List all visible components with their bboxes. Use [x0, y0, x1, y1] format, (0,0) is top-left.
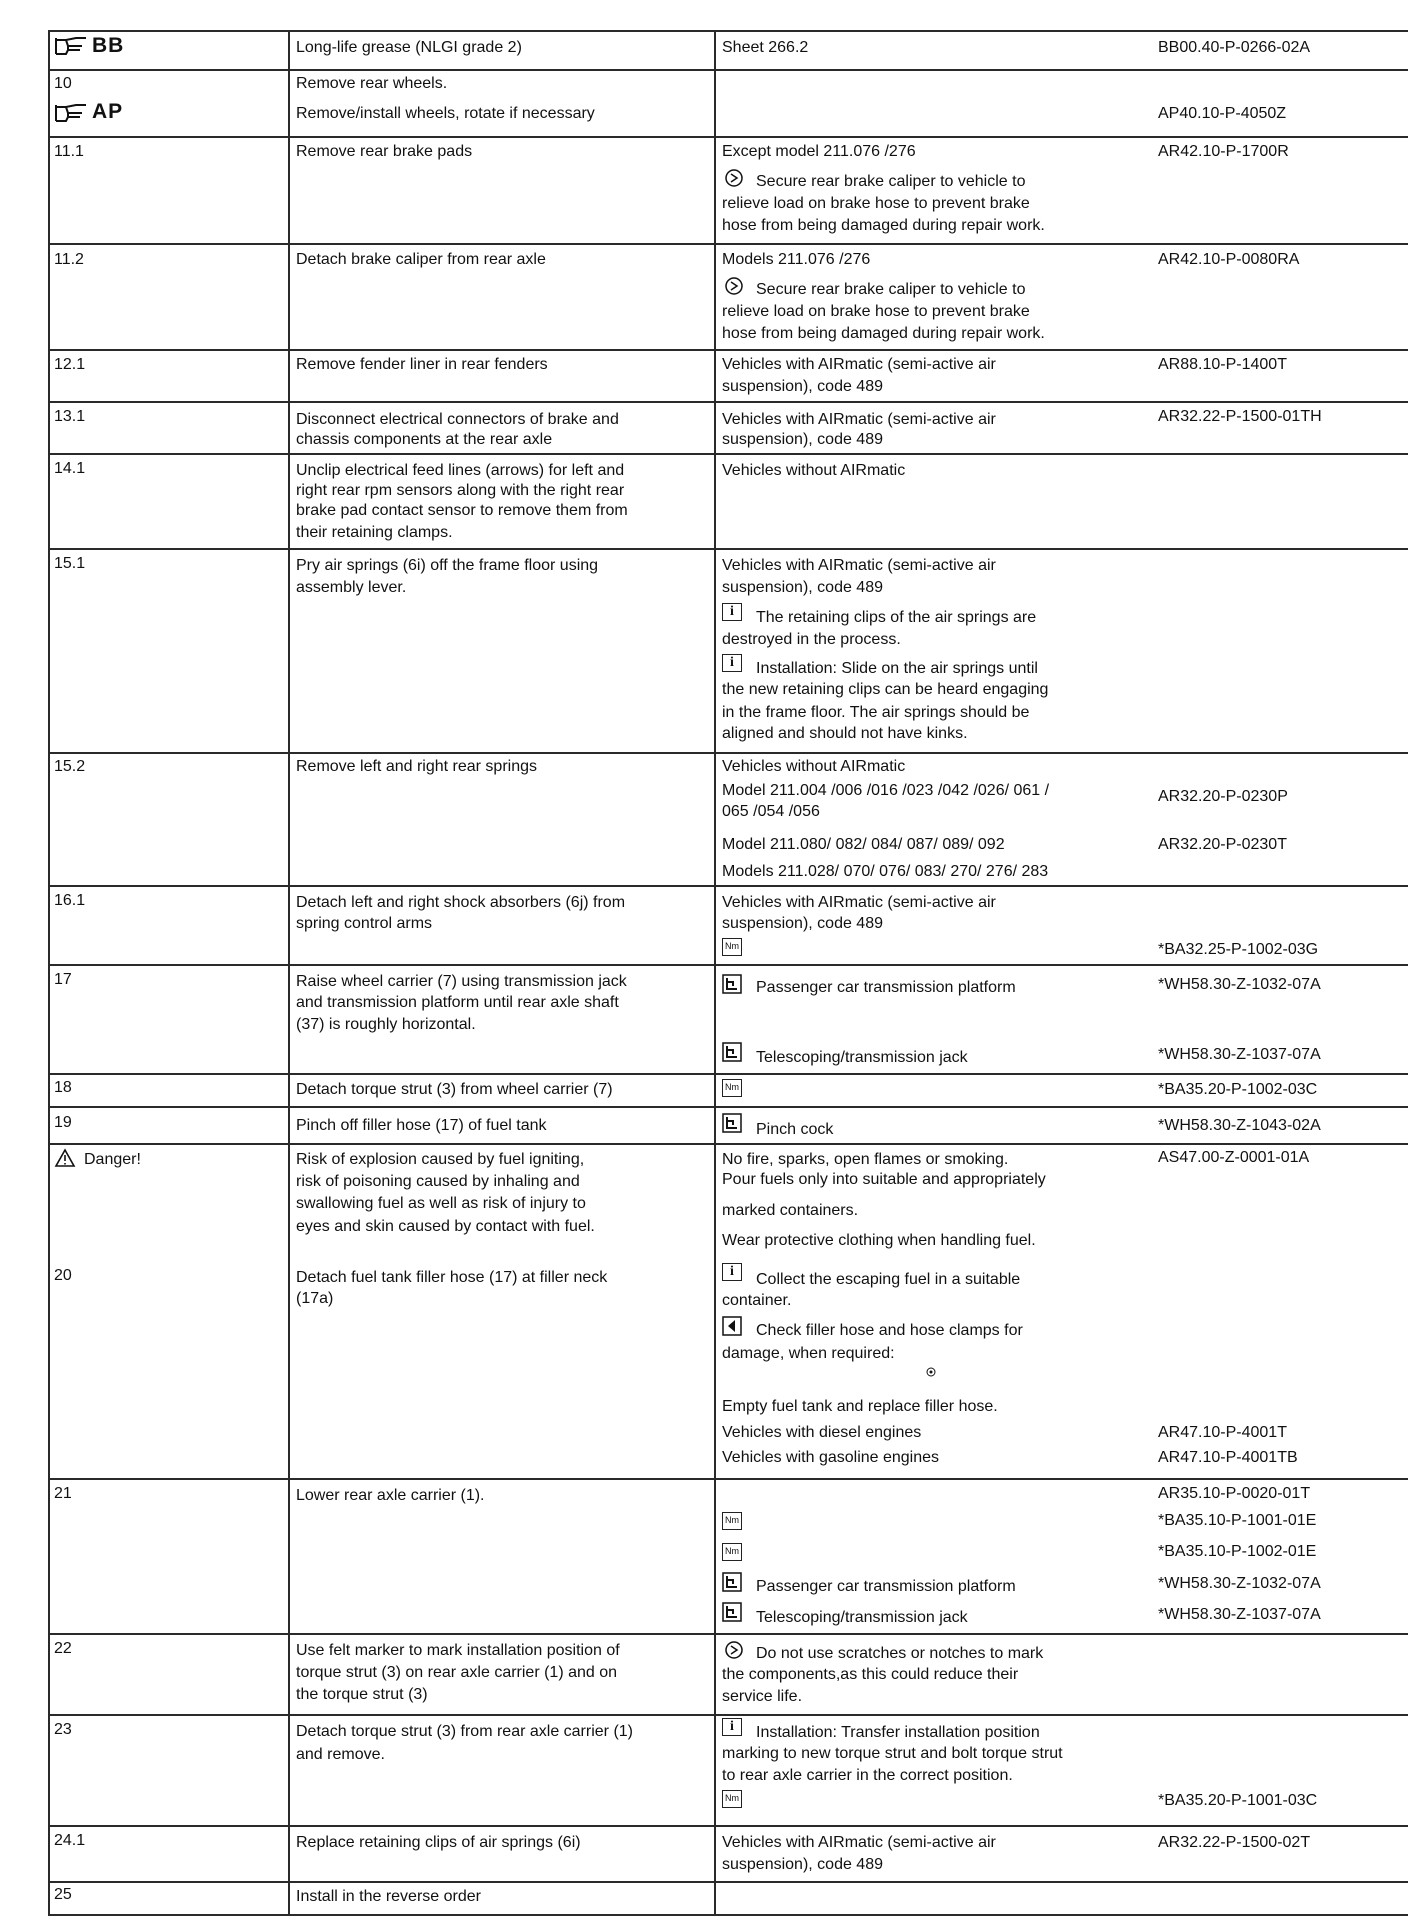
r15-1-cond-line: suspension), code 489 — [722, 579, 883, 596]
r20-ref-gasoline: AR47.10-P-4001TB — [1158, 1449, 1298, 1466]
r11-2-note-line: hose from being damaged during repair work. — [722, 325, 1045, 342]
r15-2-desc: Remove left and right rear springs — [296, 758, 537, 775]
r15-2-ref1: AR32.20-P-0230P — [1158, 788, 1288, 805]
danger-desc-line: eyes and skin caused by contact with fuel. — [296, 1218, 595, 1235]
row-divider — [48, 1633, 1408, 1635]
step-11-1: 11.1 — [54, 143, 84, 160]
r13-1-desc-line: Disconnect electrical connectors of brake and — [296, 411, 619, 428]
r10-desc: Remove rear wheels. — [296, 75, 448, 92]
step-14-1: 14.1 — [54, 460, 86, 477]
row-divider — [48, 1478, 1408, 1480]
r23-info-line: Installation: Transfer installation position — [756, 1724, 1040, 1741]
step-25: 25 — [54, 1886, 72, 1903]
danger-note-line: Pour fuels only into suitable and appropriately — [722, 1171, 1046, 1188]
bb-desc: Long-life grease (NLGI grade 2) — [296, 39, 522, 56]
info-icon: i — [722, 1263, 742, 1281]
r20-check-line: damage, when required: — [722, 1345, 895, 1362]
r21-ref1: *BA35.10-P-1001-01E — [1158, 1512, 1317, 1529]
r11-2-note-line: Secure rear brake caliper to vehicle to — [756, 281, 1026, 298]
registered-mark-icon — [926, 1367, 936, 1377]
r11-1-ref: AR42.10-P-1700R — [1158, 143, 1289, 160]
step-23: 23 — [54, 1721, 72, 1738]
r12-1-cond-line: suspension), code 489 — [722, 378, 883, 395]
r14-1-desc-line: right rear rpm sensors along with the right rear — [296, 482, 625, 499]
r15-1-cond-line: Vehicles with AIRmatic (semi-active air — [722, 557, 996, 574]
r19-desc: Pinch off filler hose (17) of fuel tank — [296, 1117, 547, 1134]
r19-ref: *WH58.30-Z-1043-02A — [1158, 1117, 1321, 1134]
step-22: 22 — [54, 1640, 72, 1657]
danger-label: Danger! — [84, 1151, 141, 1168]
row-divider — [48, 69, 1408, 71]
r15-1-desc-line: assembly lever. — [296, 579, 407, 596]
r22-note-line: Do not use scratches or notches to mark — [756, 1645, 1044, 1662]
pointing-hand-icon — [54, 103, 88, 123]
r16-1-ref: *BA32.25-P-1002-03G — [1158, 941, 1319, 958]
r15-1-info2-line: in the frame floor. The air springs should be — [722, 704, 1030, 721]
bb-note: Sheet 266.2 — [722, 39, 809, 56]
r16-1-cond-line: Vehicles with AIRmatic (semi-active air — [722, 894, 996, 911]
r21-ref0: AR35.10-P-0020-01T — [1158, 1485, 1311, 1502]
r16-1-desc-line: spring control arms — [296, 915, 433, 932]
row-divider — [48, 964, 1408, 966]
special-tool-icon — [722, 974, 742, 994]
row-divider — [48, 752, 1408, 754]
r15-1-info1-line: destroyed in the process. — [722, 631, 901, 648]
torque-nm-icon: Nm — [722, 1512, 742, 1530]
info-icon: i — [722, 1718, 742, 1736]
special-tool-icon — [722, 1602, 742, 1622]
danger-note-line: marked containers. — [722, 1202, 859, 1219]
r22-desc-line: Use felt marker to mark installation position of — [296, 1642, 620, 1659]
step-11-2: 11.2 — [54, 251, 84, 268]
step-20: 20 — [54, 1267, 72, 1284]
r13-1-cond-line: Vehicles with AIRmatic (semi-active air — [722, 411, 996, 428]
r19-tool: Pinch cock — [756, 1121, 834, 1138]
caution-icon — [724, 168, 744, 188]
r11-2-note-line: relieve load on brake hose to prevent brake — [722, 303, 1030, 320]
r14-1-desc-line: their retaining clamps. — [296, 524, 453, 541]
row-divider — [48, 349, 1408, 351]
r11-1-note-line: Secure rear brake caliper to vehicle to — [756, 173, 1026, 190]
r17-desc-line: and transmission platform until rear axle shaft — [296, 994, 619, 1011]
r16-1-cond-line: suspension), code 489 — [722, 915, 883, 932]
r20-info-line: Collect the escaping fuel in a suitable — [756, 1271, 1021, 1288]
danger-note-line: No fire, sparks, open flames or smoking. — [722, 1151, 1009, 1168]
r20-desc-line: (17a) — [296, 1290, 334, 1307]
torque-nm-icon: Nm — [722, 1079, 742, 1097]
r20-ref-diesel: AR47.10-P-4001T — [1158, 1424, 1287, 1441]
r13-1-desc-line: chassis components at the rear axle — [296, 431, 553, 448]
r18-desc: Detach torque strut (3) from wheel carrier (7) — [296, 1081, 613, 1098]
step-10: 10 — [54, 75, 72, 92]
ap-desc: Remove/install wheels, rotate if necessary — [296, 105, 595, 122]
r14-1-desc-line: Unclip electrical feed lines (arrows) for left and — [296, 462, 625, 479]
r15-1-info2-line: the new retaining clips can be heard engaging — [722, 681, 1049, 698]
r20-gasoline: Vehicles with gasoline engines — [722, 1449, 940, 1466]
r15-2-model-line: 065 /054 /056 — [722, 803, 820, 820]
table-border-bottom — [48, 1914, 1408, 1916]
r15-2-model2: Model 211.080/ 082/ 084/ 087/ 089/ 092 — [722, 836, 1005, 853]
info-icon: i — [722, 654, 742, 672]
r11-2-cond: Models 211.076 /276 — [722, 251, 871, 268]
marker-bb: BB — [92, 34, 125, 57]
r14-1-desc-line: brake pad contact sensor to remove them from — [296, 502, 628, 519]
torque-nm-icon: Nm — [722, 1790, 742, 1808]
r20-info-line: container. — [722, 1292, 792, 1309]
check-icon — [722, 1316, 742, 1336]
r23-info-line: marking to new torque strut and bolt torque strut — [722, 1745, 1063, 1762]
step-15-1: 15.1 — [54, 555, 86, 572]
step-19: 19 — [54, 1114, 72, 1131]
r15-2-cond: Vehicles without AIRmatic — [722, 758, 906, 775]
r24-1-desc: Replace retaining clips of air springs (6i) — [296, 1834, 581, 1851]
r22-note-line: the components,as this could reduce their — [722, 1666, 1019, 1683]
step-13-1: 13.1 — [54, 408, 86, 425]
r15-2-ref2: AR32.20-P-0230T — [1158, 836, 1287, 853]
r12-1-desc: Remove fender liner in rear fenders — [296, 356, 548, 373]
warning-triangle-icon — [54, 1148, 76, 1168]
danger-ref: AS47.00-Z-0001-01A — [1158, 1149, 1310, 1166]
r17-ref1: *WH58.30-Z-1032-07A — [1158, 976, 1321, 993]
r15-2-model3: Models 211.028/ 070/ 076/ 083/ 270/ 276/ 283 — [722, 863, 1049, 880]
row-divider — [48, 1714, 1408, 1716]
r24-1-cond-line: Vehicles with AIRmatic (semi-active air — [722, 1834, 996, 1851]
r18-ref: *BA35.20-P-1002-03C — [1158, 1081, 1318, 1098]
r17-tool1: Passenger car transmission platform — [756, 979, 1016, 996]
step-18: 18 — [54, 1079, 72, 1096]
step-16-1: 16.1 — [54, 892, 86, 909]
r17-ref2: *WH58.30-Z-1037-07A — [1158, 1046, 1321, 1063]
r16-1-desc-line: Detach left and right shock absorbers (6j) from — [296, 894, 626, 911]
r13-1-cond-line: suspension), code 489 — [722, 431, 883, 448]
r22-desc-line: torque strut (3) on rear axle carrier (1) and on — [296, 1664, 618, 1681]
r21-ref2: *BA35.10-P-1002-01E — [1158, 1543, 1317, 1560]
r11-1-desc: Remove rear brake pads — [296, 143, 473, 160]
r15-1-info2-line: aligned and should not have kinks. — [722, 725, 968, 742]
r17-desc-line: Raise wheel carrier (7) using transmission jack — [296, 973, 627, 990]
special-tool-icon — [722, 1113, 742, 1133]
r13-1-ref: AR32.22-P-1500-01TH — [1158, 408, 1322, 425]
row-divider — [48, 1143, 1408, 1145]
r15-1-info1-line: The retaining clips of the air springs are — [756, 609, 1037, 626]
caution-icon — [724, 1640, 744, 1660]
step-17: 17 — [54, 971, 72, 988]
torque-nm-icon: Nm — [722, 938, 742, 956]
marker-ap: AP — [92, 100, 124, 123]
r17-desc-line: (37) is roughly horizontal. — [296, 1016, 476, 1033]
r21-tool1: Passenger car transmission platform — [756, 1578, 1016, 1595]
pointing-hand-icon — [54, 36, 88, 56]
r21-tool2: Telescoping/transmission jack — [756, 1609, 968, 1626]
special-tool-icon — [722, 1572, 742, 1592]
r11-1-note-line: hose from being damaged during repair work. — [722, 217, 1045, 234]
r15-1-info2-line: Installation: Slide on the air springs until — [756, 660, 1038, 677]
r15-2-model-line: Model 211.004 /006 /016 /023 /042 /026/ 061 / — [722, 782, 1050, 799]
r11-2-desc: Detach brake caliper from rear axle — [296, 251, 546, 268]
row-divider — [48, 453, 1408, 455]
r20-diesel: Vehicles with diesel engines — [722, 1424, 922, 1441]
row-divider — [48, 885, 1408, 887]
step-21: 21 — [54, 1485, 72, 1502]
danger-desc-line: Risk of explosion caused by fuel igniting, — [296, 1151, 585, 1168]
r20-desc-line: Detach fuel tank filler hose (17) at filler neck — [296, 1269, 608, 1286]
r17-tool2: Telescoping/transmission jack — [756, 1049, 968, 1066]
special-tool-icon — [722, 1042, 742, 1062]
r25-desc: Install in the reverse order — [296, 1888, 481, 1905]
row-divider — [48, 1825, 1408, 1827]
bb-ref: BB00.40-P-0266-02A — [1158, 39, 1311, 56]
r20-empty: Empty fuel tank and replace filler hose. — [722, 1398, 998, 1415]
table-border-top — [48, 30, 1408, 32]
r23-ref: *BA35.20-P-1001-03C — [1158, 1792, 1318, 1809]
r21-ref3: *WH58.30-Z-1032-07A — [1158, 1575, 1321, 1592]
r14-1-cond: Vehicles without AIRmatic — [722, 462, 906, 479]
step-24-1: 24.1 — [54, 1832, 86, 1849]
torque-nm-icon: Nm — [722, 1543, 742, 1561]
row-divider — [48, 548, 1408, 550]
r15-1-desc-line: Pry air springs (6i) off the frame floor using — [296, 557, 599, 574]
r23-desc-line: Detach torque strut (3) from rear axle carrier (1) — [296, 1723, 633, 1740]
r20-check-line: Check filler hose and hose clamps for — [756, 1322, 1023, 1339]
caution-icon — [724, 276, 744, 296]
info-icon: i — [722, 603, 742, 621]
ap-ref: AP40.10-P-4050Z — [1158, 105, 1287, 122]
step-15-2: 15.2 — [54, 758, 86, 775]
danger-desc-line: risk of poisoning caused by inhaling and — [296, 1173, 580, 1190]
r23-info-line: to rear axle carrier in the correct position. — [722, 1767, 1013, 1784]
row-divider — [48, 1881, 1408, 1883]
row-divider — [48, 1073, 1408, 1075]
r11-1-note-line: relieve load on brake hose to prevent brake — [722, 195, 1030, 212]
r12-1-ref: AR88.10-P-1400T — [1158, 356, 1287, 373]
r12-1-cond-line: Vehicles with AIRmatic (semi-active air — [722, 356, 996, 373]
row-divider — [48, 401, 1408, 403]
r24-1-ref: AR32.22-P-1500-02T — [1158, 1834, 1311, 1851]
r22-note-line: service life. — [722, 1688, 803, 1705]
r21-ref4: *WH58.30-Z-1037-07A — [1158, 1606, 1321, 1623]
row-divider — [48, 243, 1408, 245]
r24-1-cond-line: suspension), code 489 — [722, 1856, 883, 1873]
r22-desc-line: the torque strut (3) — [296, 1686, 428, 1703]
step-12-1: 12.1 — [54, 356, 86, 373]
r21-desc: Lower rear axle carrier (1). — [296, 1487, 485, 1504]
danger-note-line: Wear protective clothing when handling fuel. — [722, 1232, 1036, 1249]
row-divider — [48, 1106, 1408, 1108]
danger-desc-line: swallowing fuel as well as risk of injury to — [296, 1195, 586, 1212]
r11-1-cond: Except model 211.076 /276 — [722, 143, 916, 160]
r23-desc-line: and remove. — [296, 1746, 385, 1763]
row-divider — [48, 136, 1408, 138]
r11-2-ref: AR42.10-P-0080RA — [1158, 251, 1300, 268]
